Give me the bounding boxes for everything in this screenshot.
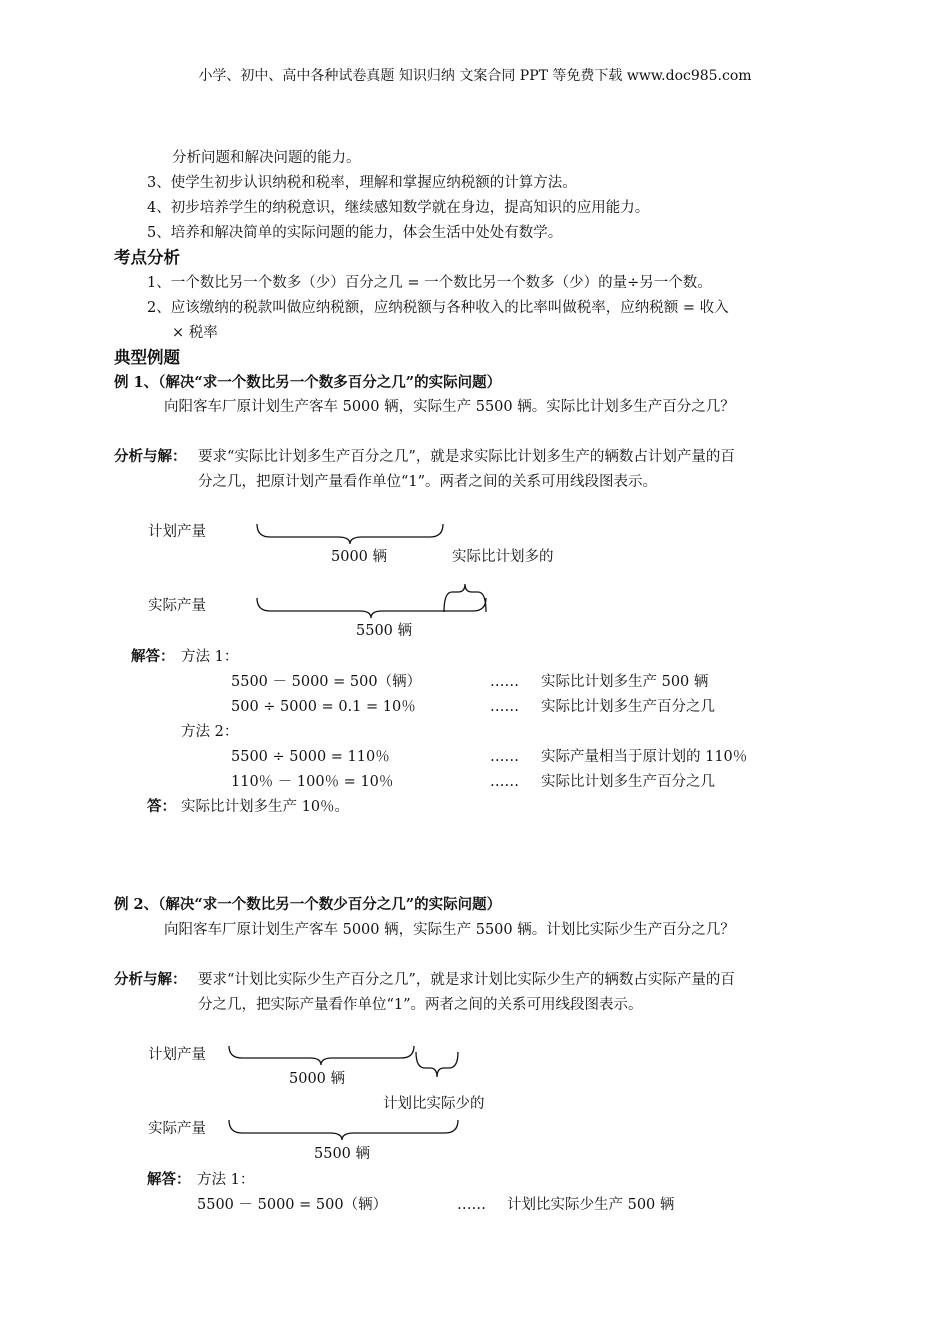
example1-m2-dots-1: …… — [490, 749, 519, 765]
example2-m1-note-1: 计划比实际少生产 500 辆 — [507, 1197, 675, 1213]
example2-m1-dots-1: …… — [457, 1197, 486, 1213]
objective-item-4: 4、初步培养学生的纳税意识，继续感知数学就在身边，提高知识的应用能力。 — [147, 200, 650, 216]
diagram2-actual-label: 实际产量 — [148, 1121, 206, 1137]
example1-answer: 实际比计划多生产 10％。 — [181, 799, 350, 815]
key-point-2-line2: × 税率 — [172, 325, 218, 341]
objective-item-5: 5、培养和解决简单的实际问题的能力，体会生活中处处有数学。 — [147, 225, 563, 241]
diagram2-plan-value: 5000 辆 — [289, 1071, 346, 1087]
example1-m1-note-1: 实际比计划多生产 500 辆 — [541, 674, 709, 690]
section-title-examples: 典型例题 — [114, 348, 180, 367]
diagram2-less-brace — [416, 1052, 458, 1077]
diagram2-less-label: 计划比实际少的 — [383, 1096, 485, 1112]
example1-solution-label: 解答： — [131, 648, 175, 665]
example1-answer-label: 答： — [147, 798, 176, 815]
diagram1-extra-label: 实际比计划多的 — [452, 549, 554, 565]
example2-analysis-line2: 分之几，把实际产量看作单位“1”。两者之间的关系可用线段图表示。 — [198, 997, 643, 1013]
example1-problem: 向阳客车厂原计划生产客车 5000 辆，实际生产 5500 辆。实际比计划多生产百分之几？ — [164, 399, 735, 415]
example1-method2-label: 方法 2： — [181, 724, 239, 740]
example1-method1-label: 方法 1： — [181, 649, 239, 665]
example2-m1-expr-1: 5500 － 5000 = 500（辆） — [197, 1197, 388, 1213]
example1-m1-note-2: 实际比计划多生产百分之几 — [541, 699, 715, 715]
diagram2-actual-value: 5500 辆 — [314, 1146, 371, 1162]
example2-title: 例 2、（解决“求一个数比另一个数少百分之几”的实际问题） — [114, 896, 502, 913]
example2-solution-label: 解答： — [147, 1171, 191, 1188]
diagram1-plan-value: 5000 辆 — [331, 549, 388, 565]
example2-problem: 向阳客车厂原计划生产客车 5000 辆，实际生产 5500 辆。计划比实际少生产百分之几？ — [164, 922, 735, 938]
example1-m1-dots-2: …… — [490, 699, 519, 715]
section-title-key-points: 考点分析 — [114, 248, 180, 267]
key-point-2-line1: 2、应该缴纳的税款叫做应纳税额，应纳税额与各种收入的比率叫做税率，应纳税额 = 收入 — [147, 300, 729, 316]
example1-m2-dots-2: …… — [490, 774, 519, 790]
page-header: 小学、初中、高中各种试卷真题 知识归纳 文案合同 PPT 等免费下载 www.doc985.com — [198, 68, 752, 84]
objective-continuation: 分析问题和解决问题的能力。 — [172, 150, 361, 166]
example1-analysis-line2: 分之几，把原计划产量看作单位“1”。两者之间的关系可用线段图表示。 — [198, 474, 658, 490]
diagram2-actual-brace — [229, 1120, 458, 1140]
example1-m1-dots-1: …… — [490, 674, 519, 690]
example2-method1-label: 方法 1： — [197, 1172, 255, 1188]
diagram2-plan-brace — [229, 1046, 414, 1065]
example1-m1-expr-2: 500 ÷ 5000 = 0.1 = 10％ — [231, 699, 416, 715]
example1-m2-expr-2: 110％ － 100％ = 10％ — [231, 774, 394, 790]
example1-m1-expr-1: 5500 － 5000 = 500（辆） — [231, 674, 422, 690]
objective-item-3: 3、使学生初步认识纳税和税率，理解和掌握应纳税额的计算方法。 — [147, 175, 577, 191]
example2-analysis-line1: 要求“计划比实际少生产百分之几”，就是求计划比实际少生产的辆数占实际产量的百 — [198, 972, 735, 988]
example1-analysis-line1: 要求“实际比计划多生产百分之几”，就是求实际比计划多生产的辆数占计划产量的百 — [198, 449, 735, 465]
diagram2-plan-label: 计划产量 — [148, 1047, 206, 1063]
example2-analysis-label: 分析与解： — [114, 971, 187, 988]
diagram1-actual-value: 5500 辆 — [356, 623, 413, 639]
example1-m2-note-1: 实际产量相当于原计划的 110％ — [541, 749, 748, 765]
example1-m2-expr-1: 5500 ÷ 5000 = 110％ — [231, 749, 390, 765]
example1-analysis-label: 分析与解： — [114, 448, 187, 465]
key-point-1: 1、一个数比另一个数多（少）百分之几 = 一个数比另一个数多（少）的量÷另一个数。 — [147, 275, 712, 291]
example1-m2-note-2: 实际比计划多生产百分之几 — [541, 774, 715, 790]
diagram1-plan-label: 计划产量 — [148, 524, 206, 540]
example1-title: 例 1、（解决“求一个数比另一个数多百分之几”的实际问题） — [114, 374, 502, 391]
diagram1-actual-label: 实际产量 — [148, 598, 206, 614]
